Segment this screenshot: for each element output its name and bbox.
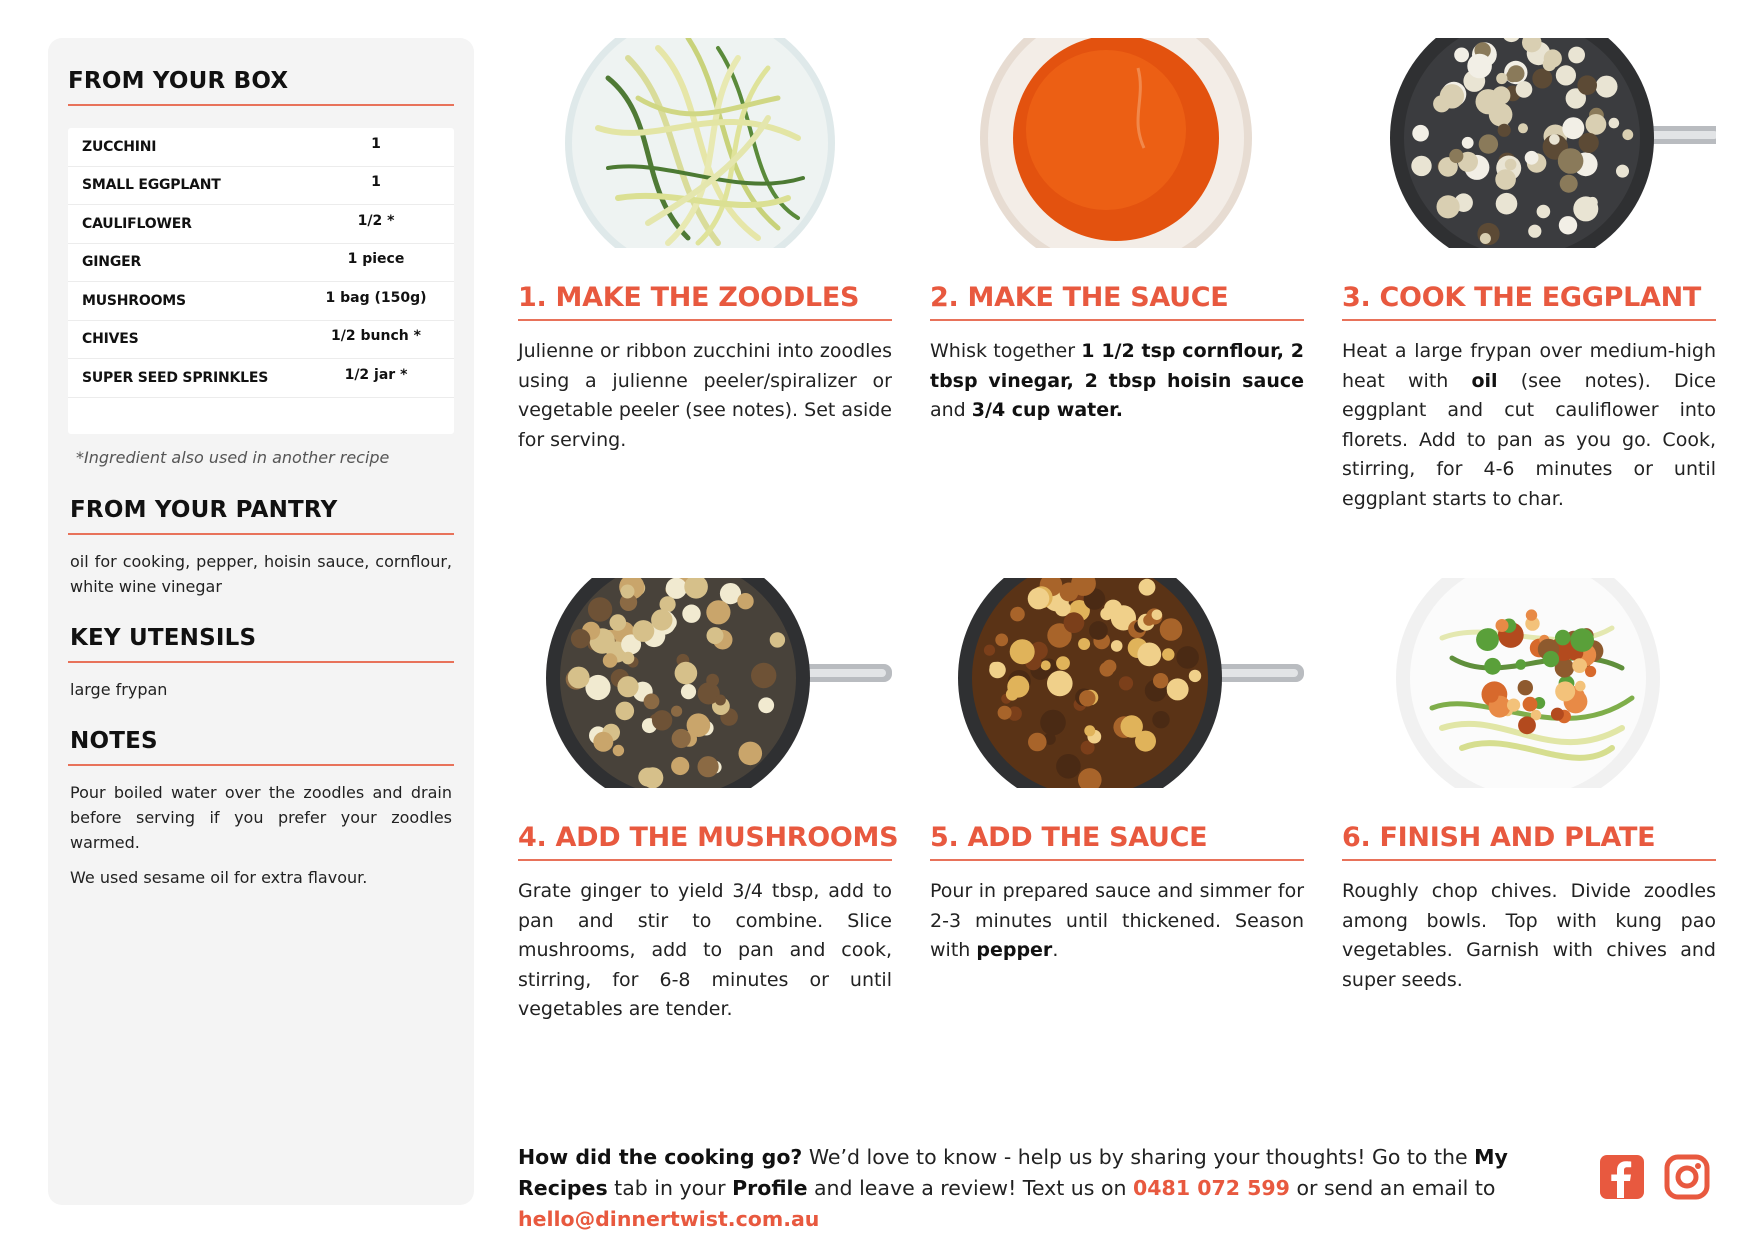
step-2 [930,38,1304,426]
bold-ingredient-text: 3/4 cup water. [971,399,1124,421]
step-photo [1342,38,1716,248]
ingredient-name: GINGER [82,254,142,271]
ingredient-quantity: 1/2 * [357,212,395,229]
ingredient-name: CHIVES [82,331,139,348]
step-title: 4. ADD THE MUSHROOMS [518,822,892,861]
ingredient-quantity: 1 piece [347,251,405,268]
ingredient-quantity: 1 [371,135,381,152]
ingredient-footnote: *Ingredient also used in another recipe [76,448,390,467]
orange-sauce-photo [930,38,1304,248]
instruction-text: and [930,399,972,421]
step-photo [518,38,892,248]
ingredient-row [68,282,454,321]
email-link[interactable]: hello@dinnertwist.com.au [518,1207,820,1231]
step-instructions [518,877,892,1025]
ingredient-row [68,167,454,206]
note-item: We used sesame oil for extra flavour. [70,868,368,887]
bold-ingredient-text: pepper [976,939,1053,961]
bold-ingredient-text: oil [1471,369,1498,392]
step-photo [518,578,892,788]
footer-text: tab in your [607,1176,733,1200]
utensils-heading: KEY UTENSILS [68,625,454,663]
bold-ingredient-text: 1 1/2 tsp cornflour, 2 tbsp vinegar, 2 tbsp hoisin sauce [930,340,1304,392]
instagram-link[interactable] [1664,1154,1710,1204]
phone-number-link[interactable]: 0481 072 599 [1133,1176,1290,1200]
utensils-text: large frypan [70,680,168,699]
zucchini-noodles-photo [518,38,892,248]
footer-bold-text: Profile [732,1176,808,1200]
ingredient-name: SUPER SEED SPRINKLES [82,369,269,386]
instruction-text: . [1052,939,1059,961]
pantry-heading: FROM YOUR PANTRY [68,497,454,535]
mushroom-pan-photo [518,578,892,788]
ingredient-name: ZUCCHINI [82,138,157,155]
instruction-text: Whisk together [930,340,1082,362]
ingredient-name: MUSHROOMS [82,292,186,309]
step-instructions [518,337,892,455]
notes-section [68,728,454,890]
ingredients-sidebar [48,38,474,1205]
step-photo [930,578,1304,788]
instruction-text: Heat a large frypan over medium-high heat with [1342,340,1716,392]
plated-dish-photo [1342,578,1716,788]
ingredient-quantity: 1 [371,174,381,191]
ingredient-row [68,321,454,360]
step-3 [1342,38,1716,514]
step-5 [930,578,1304,966]
step-4 [518,578,899,1025]
ingredient-row [68,244,454,283]
step-6 [1342,578,1716,995]
feedback-message [518,1142,1573,1235]
step-title: 2. MAKE THE SAUCE [930,282,1304,321]
step-1 [518,38,892,455]
step-title: 3. COOK THE EGGPLANT [1342,282,1716,321]
footer-text: or send an email to [1289,1176,1496,1200]
step-title: 1. MAKE THE ZOODLES [518,282,892,321]
instruction-text: Grate ginger to yield 3/4 tbsp, add to pan and stir to combine. Slice mushrooms, add to pan and cook, stirring, for 6-8 minutes or until vegetables are tender. [518,880,892,1020]
step-instructions [1342,337,1716,514]
footer-text: We’d love to know - help us by sharing your thoughts! Go to the [802,1145,1475,1169]
ingredients-table [68,128,454,434]
footer-bold-text: How did the cooking go? [518,1145,803,1169]
notes-heading: NOTES [68,728,454,766]
ingredient-row [68,205,454,244]
facebook-link[interactable] [1599,1154,1645,1204]
step-instructions [930,877,1304,966]
instruction-text: Julienne or ribbon zucchini into zoodles using a julienne peeler/spiralizer or vegetable peeler (see notes). Set aside for serving. [518,340,892,451]
ingredient-quantity: 1/2 jar * [344,366,408,383]
pantry-section [68,497,454,599]
saucy-pan-photo [930,578,1304,788]
instruction-text: (see notes). Dice eggplant and cut cauliflower into florets. Add to pan as you go. Cook, stirring, for 4-6 minutes or until eggplant starts to char. [1342,369,1716,510]
from-your-box-heading: FROM YOUR BOX [68,68,454,106]
facebook-icon [1599,1154,1645,1200]
ingredient-name: CAULIFLOWER [82,215,192,232]
step-instructions [930,337,1304,426]
step-title: 5. ADD THE SAUCE [930,822,1304,861]
utensils-section [68,625,454,702]
ingredient-quantity: 1/2 bunch * [331,328,421,345]
step-instructions [1342,877,1716,995]
footer-text: and leave a review! Text us on [807,1176,1134,1200]
footer-bold-text: My Recipes [518,1145,1508,1200]
step-photo [930,38,1304,248]
ingredient-row [68,359,454,398]
ingredient-row [68,128,454,167]
note-item: Pour boiled water over the zoodles and drain before serving if you prefer your zoodles warmed. [70,783,452,852]
step-photo [1342,578,1716,788]
eggplant-pan-photo [1342,38,1716,248]
ingredient-quantity: 1 bag (150g) [325,289,427,306]
pantry-text: oil for cooking, pepper, hoisin sauce, cornflour, white wine vinegar [70,552,452,596]
instruction-text: Pour in prepared sauce and simmer for 2-3 minutes until thickened. Season with [930,880,1304,961]
instagram-icon [1664,1154,1710,1200]
step-title: 6. FINISH AND PLATE [1342,822,1716,861]
ingredient-name: SMALL EGGPLANT [82,177,221,194]
instruction-text: Roughly chop chives. Divide zoodles among bowls. Top with kung pao vegetables. Garnish with chives and super seeds. [1342,880,1716,991]
